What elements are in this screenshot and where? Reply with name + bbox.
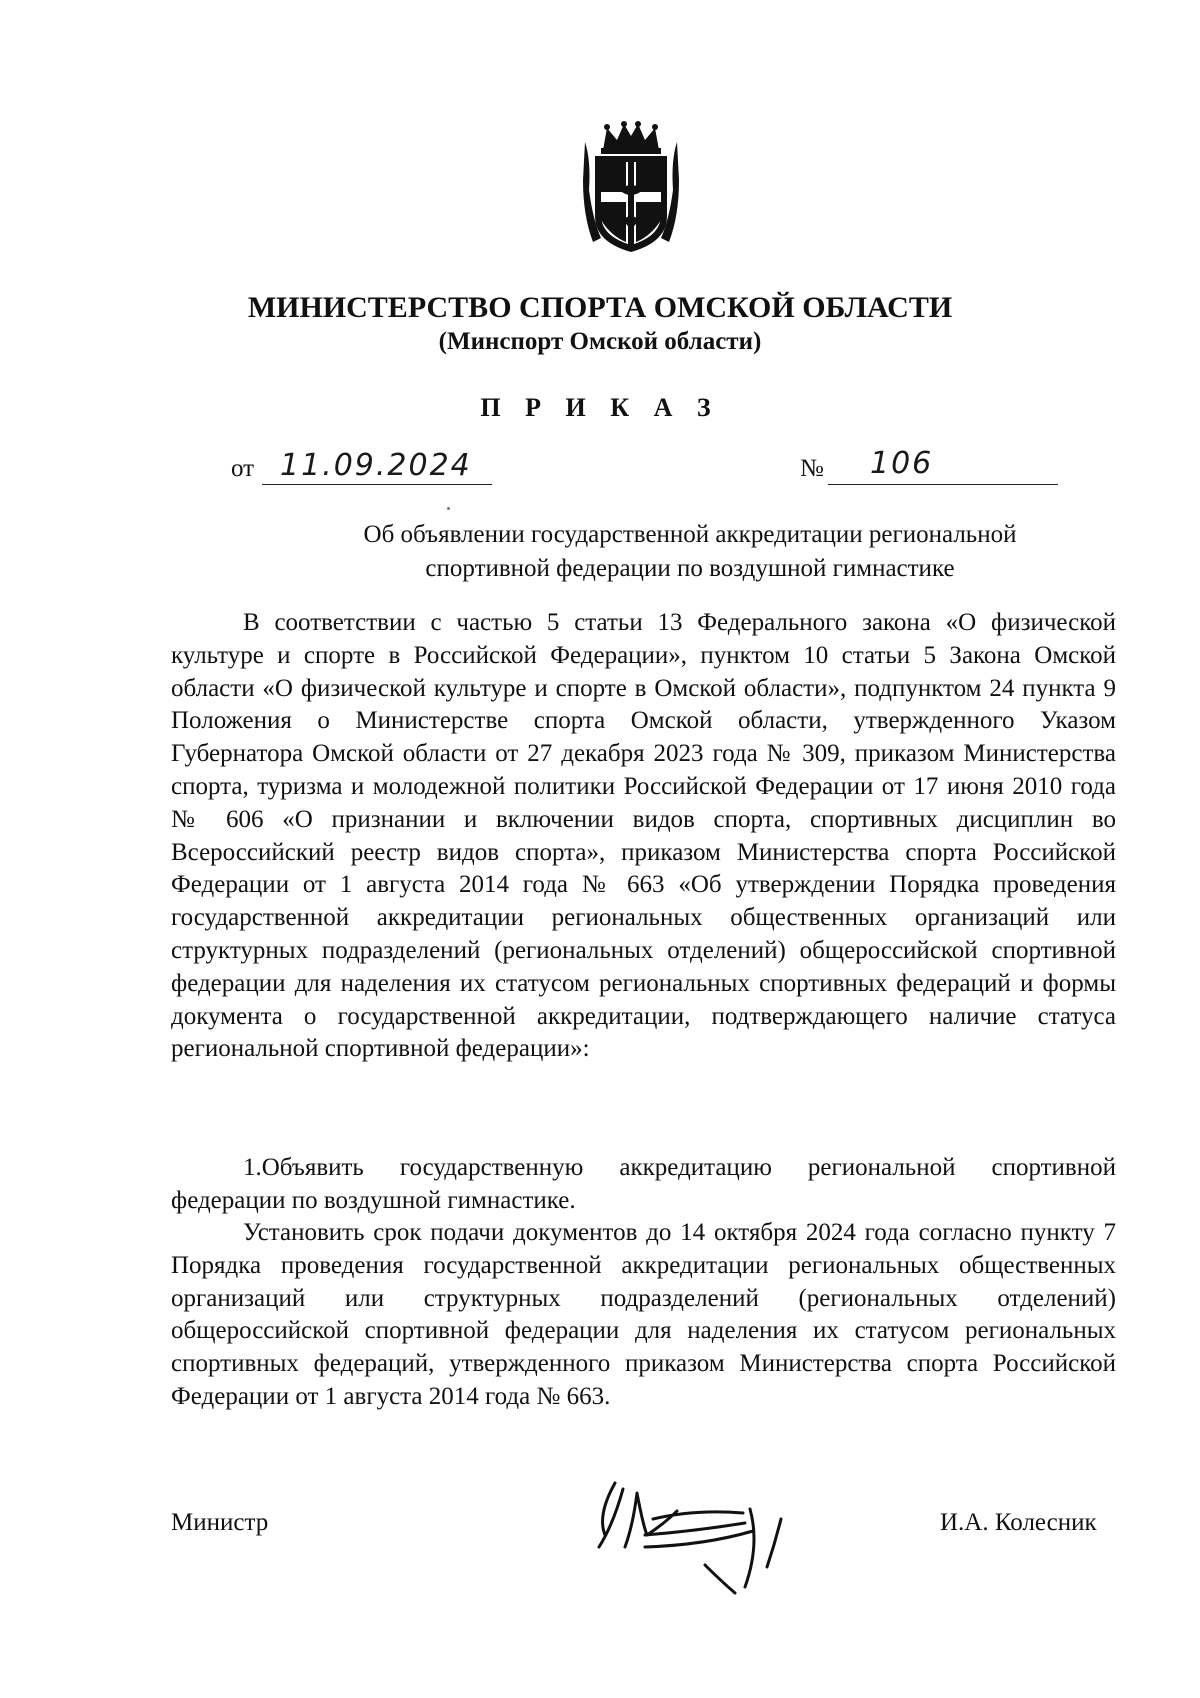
date-label: от: [231, 455, 255, 482]
subject-line-1: Об объявлении государственной аккредитации региональной: [363, 521, 1017, 548]
preamble-paragraph: В соответствии с частью 5 статьи 13 Федерального закона «О физической культуре и спорте в Российской Федерации», пунктом 10 статьи 5 Закона Омской области «О физической культуре и спорте в Омской области», подпунктом 24 пункта 9 Положения о Министерстве спорта Омской области, утвержденного Указом Губернатора Омской области от 27 декабря 2023 года № 309, приказом Министерства спорта, туризма и молодежной политики Российской Федерации от 17 июня 2010 года № 606 «О признании и включении видов спорта, спортивных дисциплин во Всероссийский реестр видов спорта», приказом Министерства спорта Российской Федерации от 1 августа 2014 года № 663 «Об утверждении Порядка проведения государственной аккредитации региональных общественных организаций или структурных подразделений (региональных отделений) общероссийской спортивной федерации для наделения их статусом региональных спортивных федераций и формы документа о государственной аккредитации, подтверждающего наличие статуса региональной спортивной федерации»:: [171, 609, 1116, 1063]
subject-line-2: спортивной федерации по воздушной гимнастике: [425, 555, 955, 582]
signatory-name: И.А. Колесник: [940, 1509, 1097, 1536]
organization-title: МИНИСТЕРСТВО СПОРТА ОМСКОЙ ОБЛАСТИ: [247, 291, 953, 324]
number-underline: [828, 484, 1058, 485]
item-2-paragraph: Установить срок подачи документов до 14 октября 2024 года согласно пункту 7 Порядка проведения государственной аккредитации региональных общественных организаций или структурных подразделений (региональных отделений) общероссийской спортивной федерации для наделения их статусом региональных спортивных федераций, утвержденного приказом Министерства спорта Российской Федерации от 1 августа 2014 года № 663.: [171, 1219, 1116, 1410]
organization-short-name: (Минспорт Омской области): [438, 328, 762, 355]
signatory-title: Министр: [171, 1509, 269, 1536]
document-subject: [200, 518, 1180, 586]
document-type: П Р И К А З: [480, 393, 720, 422]
number-value: 106: [870, 446, 934, 481]
coat-of-arms-icon: [583, 120, 679, 254]
scan-speck: [447, 507, 450, 510]
number-label: №: [800, 455, 824, 482]
date-value: 11.09.2024: [280, 448, 472, 483]
handwritten-signature: [585, 1475, 795, 1595]
item-1-paragraph: 1.Объявить государственную аккредитацию региональной спортивной федерации по воздушной гимнастике.: [171, 1154, 1116, 1214]
date-underline: [262, 484, 492, 485]
